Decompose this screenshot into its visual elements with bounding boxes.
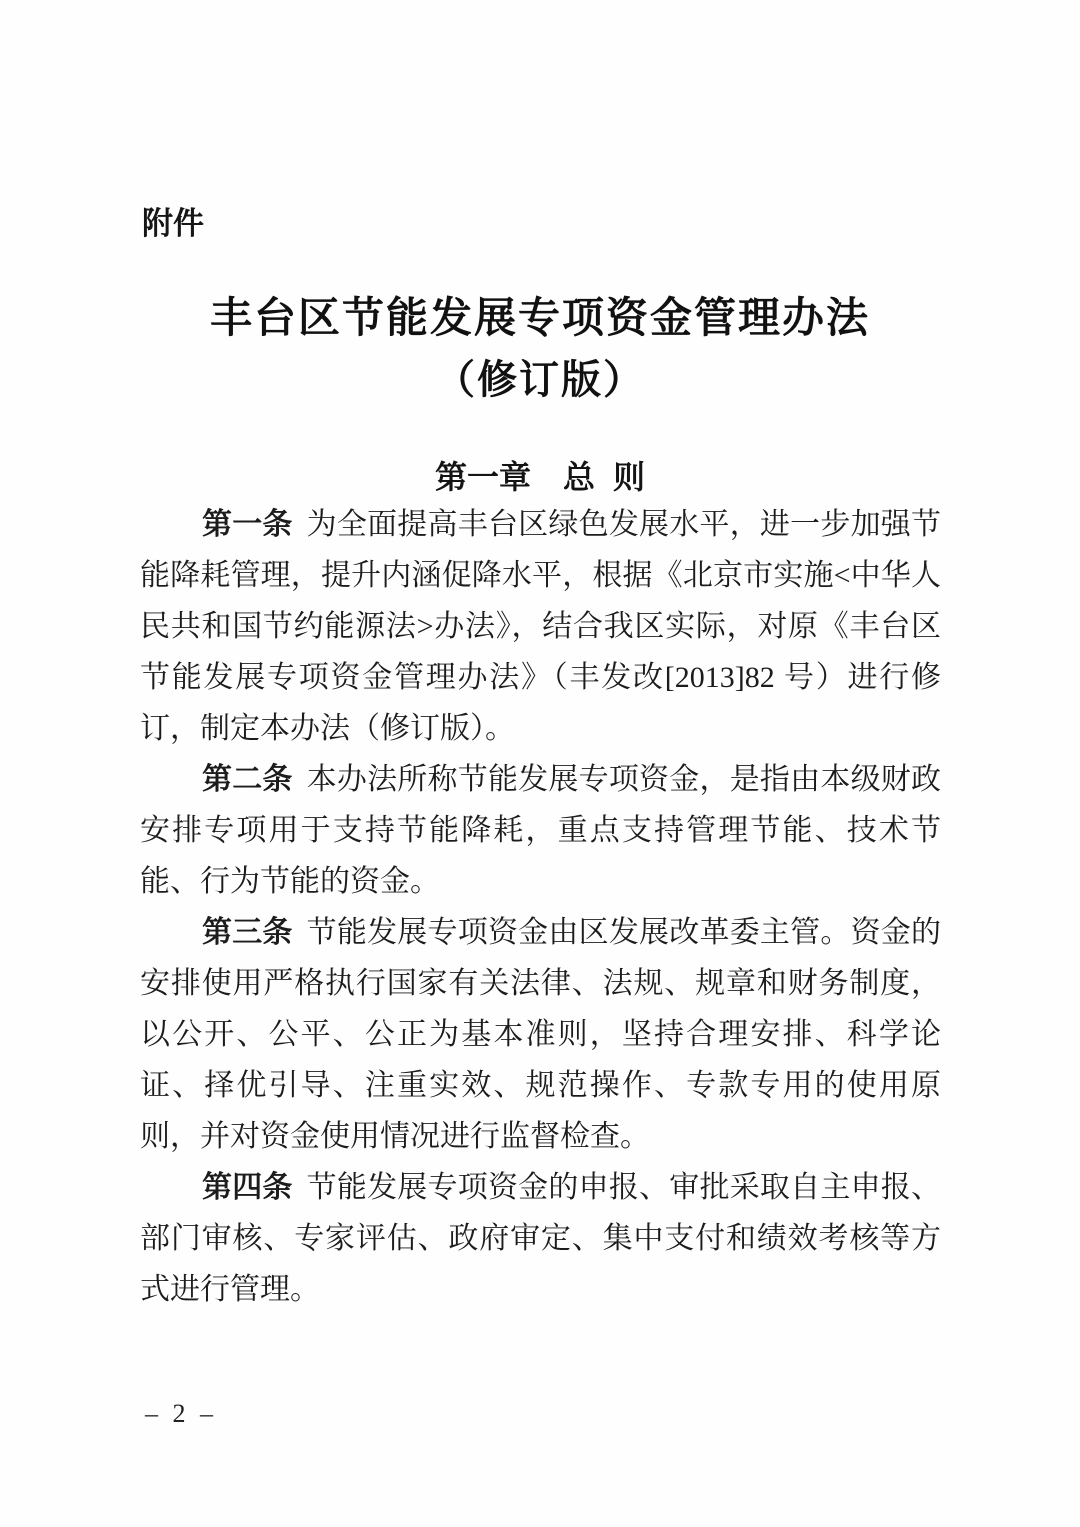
article-paragraph-4 — [140, 1162, 941, 1315]
article-text-3: 节能发展专项资金由区发展改革委主管。资金的安排使用严格执行国家有关法律、法规、规章和财务制度，以公开、公平、公正为基本准则，坚持合理安排、科学论证、择优引导、注重实效、规范操作、专款专用的使用原则，并对资金使用情况进行监督检查。 — [140, 916, 942, 1153]
page-number: – 2 – — [145, 1399, 217, 1428]
attachment-label: 附件 — [142, 206, 204, 241]
document-body — [140, 499, 941, 1315]
article-text-1: 为全面提高丰台区绿色发展水平，进一步加强节能降耗管理，提升内涵促降水平，根据《北京市实施<中华人民共和国节约能源法>办法》，结合我区实际，对原《丰台区节能发展专项资金管理办法》（丰发改[2013]82 号）进行修订，制定本办法（修订版）。 — [140, 508, 942, 745]
article-paragraph-3 — [140, 907, 941, 1162]
article-number-4: 第四条 — [202, 1171, 293, 1204]
article-number-2: 第二条 — [202, 763, 293, 796]
article-number-3: 第三条 — [202, 916, 293, 949]
chapter-heading: 第一章 总 则 — [434, 459, 645, 495]
document-title-line1: 丰台区节能发展专项资金管理办法 — [209, 296, 870, 342]
article-text-2: 本办法所称节能发展专项资金，是指由本级财政安排专项用于支持节能降耗，重点支持管理节能、技术节能、行为节能的资金。 — [140, 763, 942, 898]
article-paragraph-2 — [140, 754, 941, 907]
document-title — [0, 288, 1080, 410]
article-number-1: 第一条 — [202, 508, 293, 541]
article-paragraph-1 — [140, 499, 941, 754]
article-text-4: 节能发展专项资金的申报、审批采取自主申报、部门审核、专家评估、政府审定、集中支付和绩效考核等方式进行管理。 — [140, 1171, 942, 1306]
document-title-line2: （修订版） — [435, 357, 645, 402]
